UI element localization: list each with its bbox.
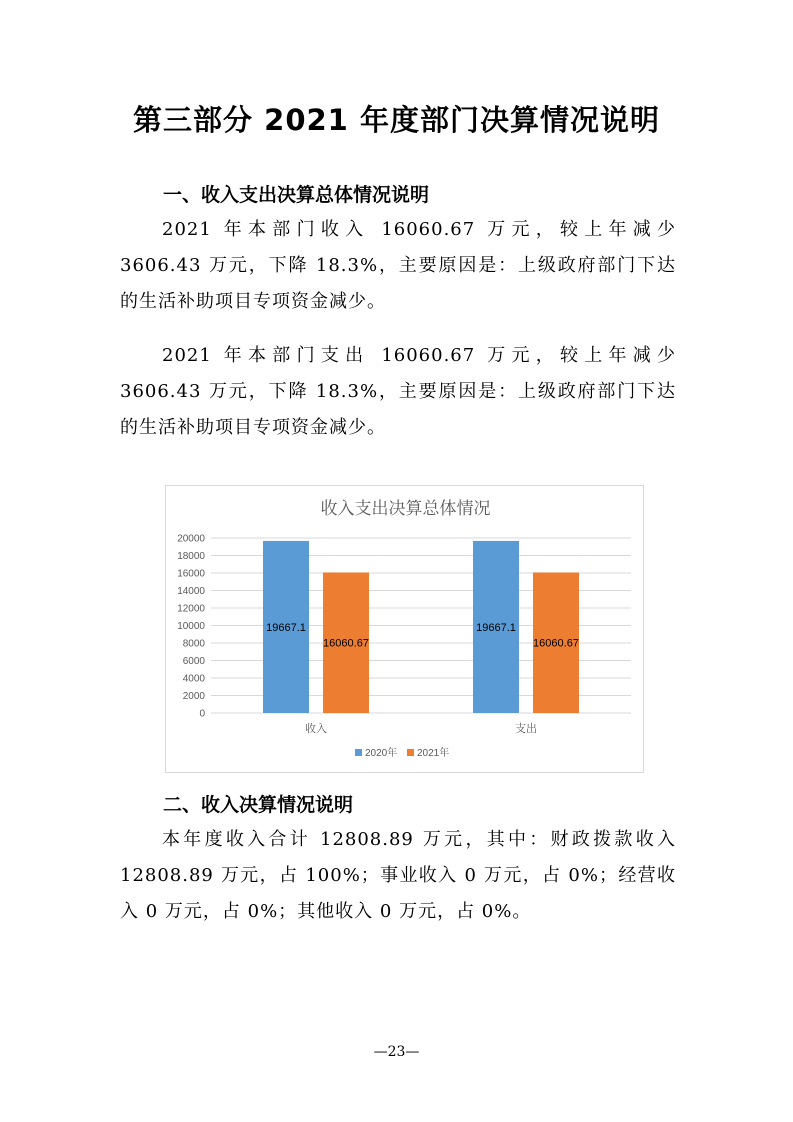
y-tick-label: 12000	[177, 603, 205, 615]
y-tick-label: 6000	[182, 656, 205, 667]
y-tick-label: 18000	[177, 551, 205, 562]
legend-label: 2020年	[365, 748, 398, 759]
data-label: 16060.67	[533, 637, 579, 650]
section-heading-1: 一、收入支出决算总体情况说明	[163, 184, 430, 206]
legend-swatch	[407, 749, 414, 756]
y-tick-label: 20000	[177, 533, 205, 545]
page-title: 第三部分 2021 年度部门决算情况说明	[133, 103, 660, 137]
section-heading-2: 二、收入决算情况说明	[163, 794, 354, 816]
x-tick-label: 支出	[515, 723, 537, 735]
y-tick-label: 0	[199, 708, 205, 720]
y-tick-label: 2000	[182, 691, 205, 702]
chart-title: 收入支出决算总体情况	[320, 499, 491, 518]
x-tick-label: 收入	[305, 723, 327, 735]
page-number: —23—	[373, 1044, 420, 1060]
chart-container	[165, 485, 644, 773]
y-tick-label: 8000	[182, 638, 205, 650]
y-tick-label: 10000	[177, 621, 205, 632]
bar-chart	[166, 486, 645, 774]
paragraph-income: 2021 年本部门收入 16060.67 万元，较上年减少 3606.43 万元，下降 18.3%，主要原因是：上级政府部门下达的生活补助项目专项资金减少。	[120, 219, 676, 312]
paragraph-income-detail: 本年度收入合计 12808.89 万元，其中：财政拨款收入 12808.89 万元，占 100%；事业收入 0 万元，占 0%；经营收入 0 万元，占 0%；其他收入 0 万元，占 0%。	[120, 829, 676, 922]
data-label: 16060.67	[323, 637, 369, 650]
y-tick-label: 4000	[182, 673, 205, 685]
legend-swatch	[355, 749, 362, 756]
y-tick-label: 14000	[177, 586, 205, 597]
data-label: 19667.1	[266, 621, 306, 634]
y-tick-label: 16000	[177, 568, 205, 580]
legend-label: 2021年	[417, 748, 450, 759]
paragraph-expenditure: 2021 年本部门支出 16060.67 万元，较上年减少 3606.43 万元，下降 18.3%，主要原因是：上级政府部门下达的生活补助项目专项资金减少。	[120, 345, 676, 438]
data-label: 19667.1	[476, 621, 516, 634]
